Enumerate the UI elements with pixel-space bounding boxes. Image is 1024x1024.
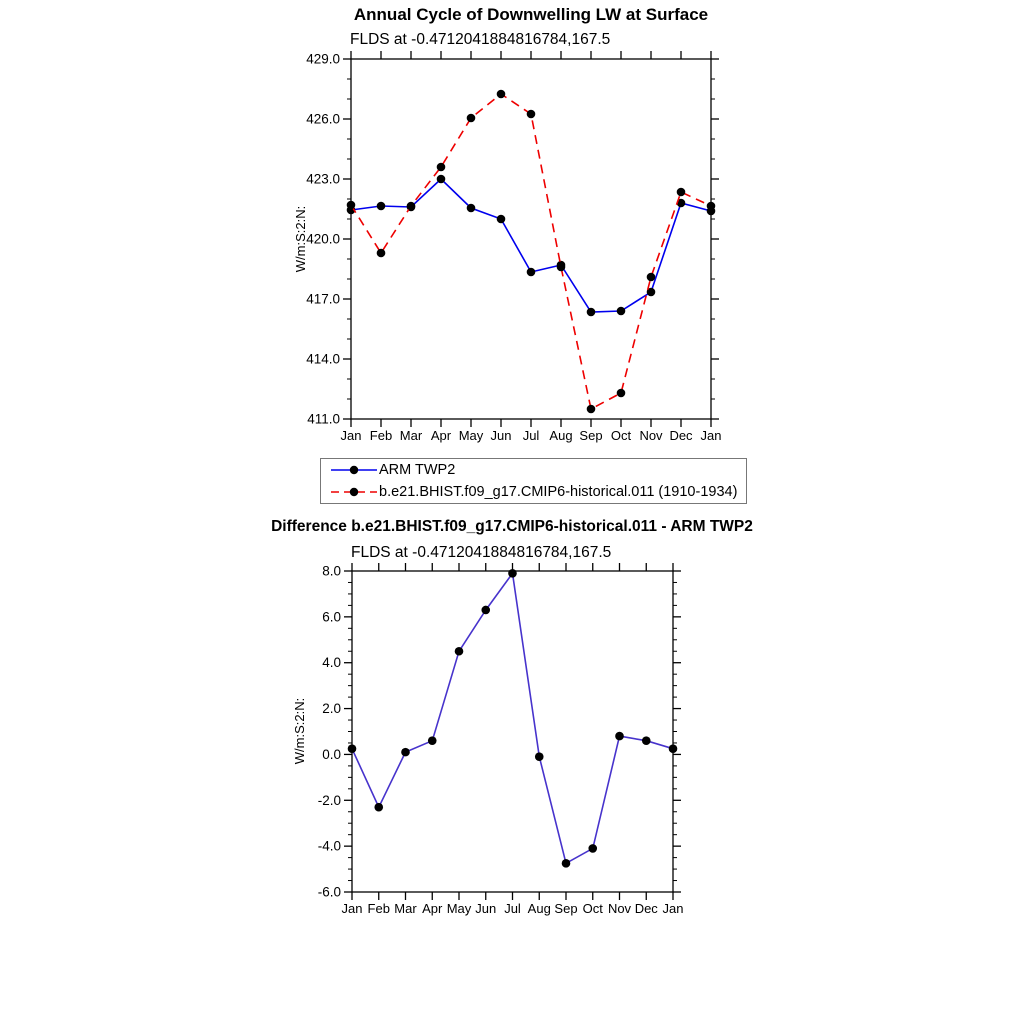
legend-label-arm-twp2: ARM TWP2 [379,462,456,478]
chart2-data-point [428,736,437,745]
chart1-data-point [527,110,536,119]
chart1-data-point [617,389,626,398]
annual-cycle-chart-subtitle: FLDS at -0.4712041884816784,167.5 [350,31,611,48]
difference-y-axis-label: W/m:S:2:N: [292,697,307,765]
legend-label-model: b.e21.BHIST.f09_g17.CMIP6-historical.011 (1910-1934) [379,484,738,500]
chart1-data-point [707,202,716,211]
chart1-data-point [437,175,446,184]
chart2-ytick-label: 0.0 [322,746,341,762]
chart2-data-point [535,752,544,761]
legend-line-sample-dashed [330,486,378,498]
difference-chart-title: Difference b.e21.BHIST.f09_g17.CMIP6-historical.011 - ARM TWP2 [271,518,753,535]
chart1-xtick-label: Jul [522,428,540,443]
chart1-xtick-label: May [458,428,484,443]
chart1-xtick-label: Aug [549,428,573,443]
chart2-frame [352,571,673,892]
chart1-series-line-0 [351,179,711,312]
chart2-data-point [562,859,571,868]
chart2-data-point [642,736,651,745]
chart1-ytick-label: 423.0 [306,171,340,187]
chart1-data-point [617,307,626,316]
chart2-xtick-label: May [446,901,472,916]
chart1-xtick-label: Apr [430,428,452,443]
chart1-xtick-label: Oct [610,428,632,443]
chart2-ytick-label: 6.0 [322,609,341,625]
chart1-data-point [527,268,536,277]
chart2-ytick-label: 2.0 [322,701,341,717]
chart2-data-point [669,744,678,753]
chart1-xtick-label: Sep [579,428,603,443]
chart1-ytick-label: 429.0 [306,51,340,67]
chart1-data-point [467,204,476,213]
chart2-ytick-label: -4.0 [317,838,341,854]
legend-line-sample-solid [330,464,378,476]
chart2-xtick-label: Sep [554,901,578,916]
annual-cycle-y-axis-label: W/m:S:2:N: [293,205,308,273]
chart2-data-point [615,732,624,741]
chart1-data-point [377,202,386,211]
chart1-xtick-label: Nov [639,428,663,443]
chart1-xtick-label: Feb [369,428,393,443]
chart1-data-point [647,273,656,282]
chart2-xtick-label: Mar [394,901,417,916]
chart1-data-point [557,263,566,272]
chart2-xtick-label: Jun [475,901,497,916]
legend-marker-dot [350,466,358,474]
chart2-xtick-label: Apr [422,901,443,916]
legend-row-arm-twp2 [330,459,746,481]
chart2-data-point [401,748,410,757]
chart1-ytick-label: 426.0 [306,111,340,127]
chart2-ytick-label: 4.0 [322,655,341,671]
legend-box [320,458,747,504]
chart1-data-point [677,188,686,197]
chart1-xtick-label: Jan [700,428,722,443]
chart1-ytick-label: 420.0 [306,231,340,247]
chart2-xtick-label: Dec [634,901,658,916]
difference-chart-subtitle: FLDS at -0.4712041884816784,167.5 [351,544,612,561]
chart2-xtick-label: Jul [504,901,521,916]
chart1-data-point [347,201,356,210]
chart1-xtick-label: Mar [399,428,423,443]
chart2-data-point [348,744,357,753]
chart2-data-point [588,844,597,853]
annual-cycle-chart-title: Annual Cycle of Downwelling LW at Surface [353,5,709,24]
chart1-xtick-label: Jun [490,428,512,443]
chart1-data-point [377,249,386,258]
chart1-data-point [587,308,596,317]
chart2-data-point [481,606,490,615]
chart2-data-point [374,803,383,812]
chart1-data-point [407,202,416,211]
legend-marker-dot [350,488,358,496]
chart2-xtick-label: Oct [582,901,603,916]
chart1-data-point [497,215,506,224]
chart2-xtick-label: Nov [607,901,632,916]
chart1-data-point [437,163,446,172]
chart1-series-line-1 [351,94,711,409]
chart1-data-point [467,114,476,123]
legend-row-model [330,481,746,503]
chart2-ytick-label: -2.0 [317,792,341,808]
chart2-xtick-label: Jan [341,901,363,916]
chart2-xtick-label: Aug [527,901,551,916]
chart2-data-point [508,569,517,578]
chart1-xtick-label: Jan [340,428,362,443]
chart1-xtick-label: Dec [669,428,693,443]
chart1-ytick-label: 414.0 [306,351,340,367]
chart1-data-point [587,405,596,414]
chart2-ytick-label: 8.0 [322,563,341,579]
chart2-xtick-label: Feb [367,901,390,916]
chart2-xtick-label: Jan [662,901,684,916]
chart1-ytick-label: 411.0 [307,411,340,427]
chart2-series-line-0 [352,573,673,863]
chart1-ytick-label: 417.0 [306,291,340,307]
chart2-ytick-label: -6.0 [317,884,341,900]
chart1-data-point [497,90,506,99]
chart2-data-point [455,647,464,656]
